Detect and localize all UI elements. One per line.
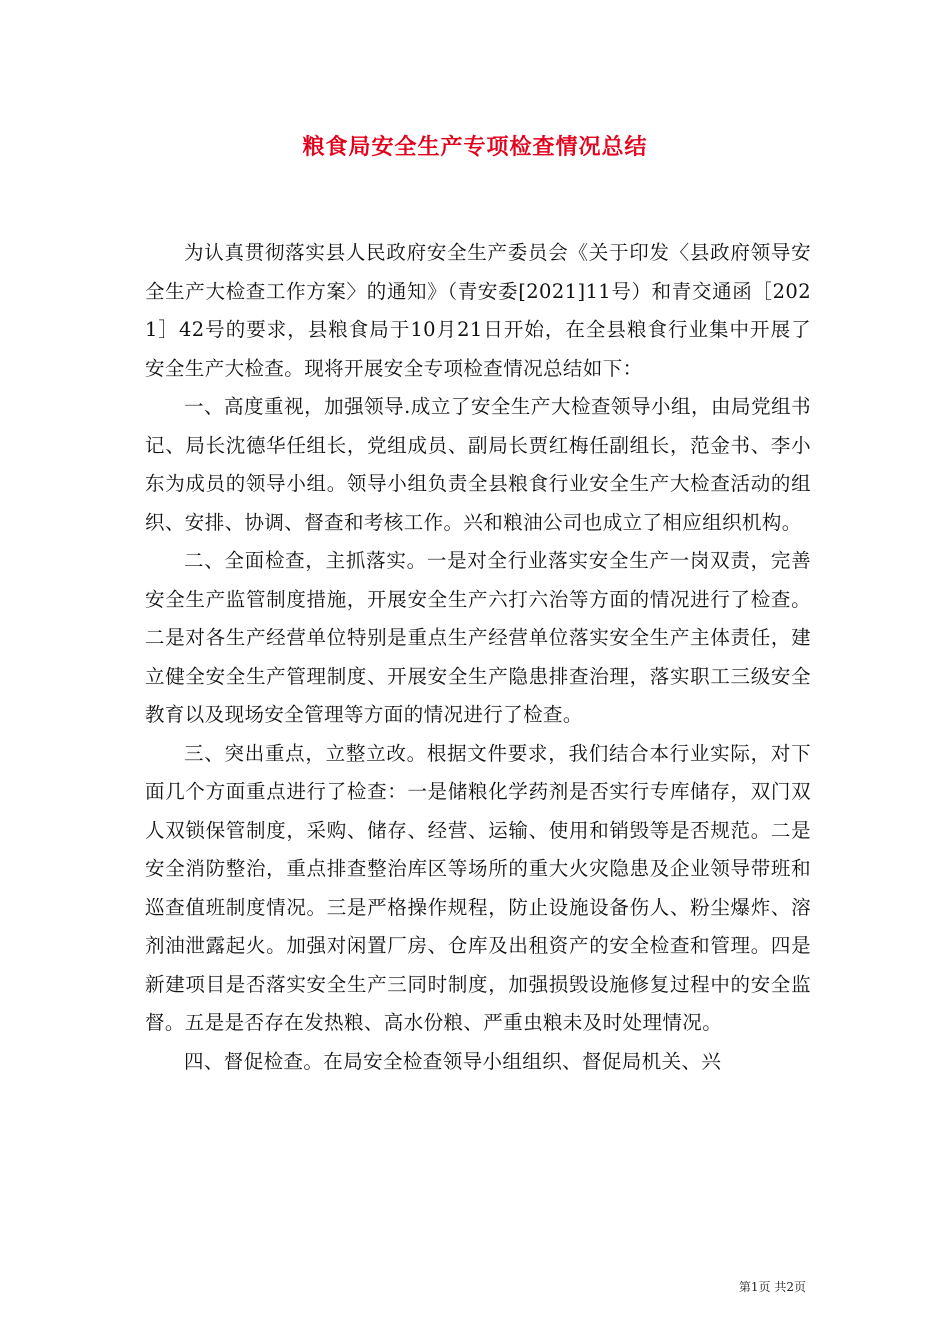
paragraph-section-4: 四、督促检查。在局安全检查领导小组组织、督促局机关、兴 [184,1049,722,1073]
document-title: 粮食局安全生产专项检查情况总结 [302,135,648,160]
page-number: 第1页 共2页 [738,1280,806,1294]
paragraph-section-2: 二、全面检查，主抓落实。一是对全行业落实安全生产一岗双责，完善安全生产监管制度措施，开展安全生产六打六治等方面的情况进行了检查。二是对各生产经营单位特别是重点生产经营单位落实安全生产主体责任，建立健全安全生产管理制度、开展安全生产隐患排查治理，落实职工三级安全教育以及现场安全管理等方面的情况进行了检查。 [145,549,811,726]
paragraph-section-1: 一、高度重视，加强领导.成立了安全生产大检查领导小组，由局党组书记、局长沈德华任组长，党组成员、副局长贾红梅任副组长，范金书、李小东为成员的领导小组。领导小组负责全县粮食行业安全生产大检查活动的组织、安排、协调、督查和考核工作。兴和粮油公司也成立了相应组织机构。 [145,395,811,534]
paragraph-section-3: 三、突出重点，立整立改。根据文件要求，我们结合本行业实际，对下面几个方面重点进行了检查：一是储粮化学药剂是否实行专库储存，双门双人双锁保管制度，采购、储存、经营、运输、使用和销毁等是否规范。二是安全消防整治，重点排查整治库区等场所的重大火灾隐患及企业领导带班和巡查值班制度情况。三是严格操作规程，防止设施设备伤人、粉尘爆炸、溶剂油泄露起火。加强对闲置厂房、仓库及出租资产的安全检查和管理。四是新建项目是否落实安全生产三同时制度，加强损毁设施修复过程中的安全监督。五是是否存在发热粮、高水份粮、严重虫粮未及时处理情况。 [145,741,811,1034]
paragraph-intro: 为认真贯彻落实县人民政府安全生产委员会《关于印发〈县政府领导安全生产大检查工作方案〉的通知》（青安委[2021]11号）和青交通函［2021］42号的要求，县粮食局于10月21日开始，在全县粮食行业集中开展了安全生产大检查。现将开展安全专项检查情况总结如下： [145,241,811,380]
document-body [145,234,811,1081]
